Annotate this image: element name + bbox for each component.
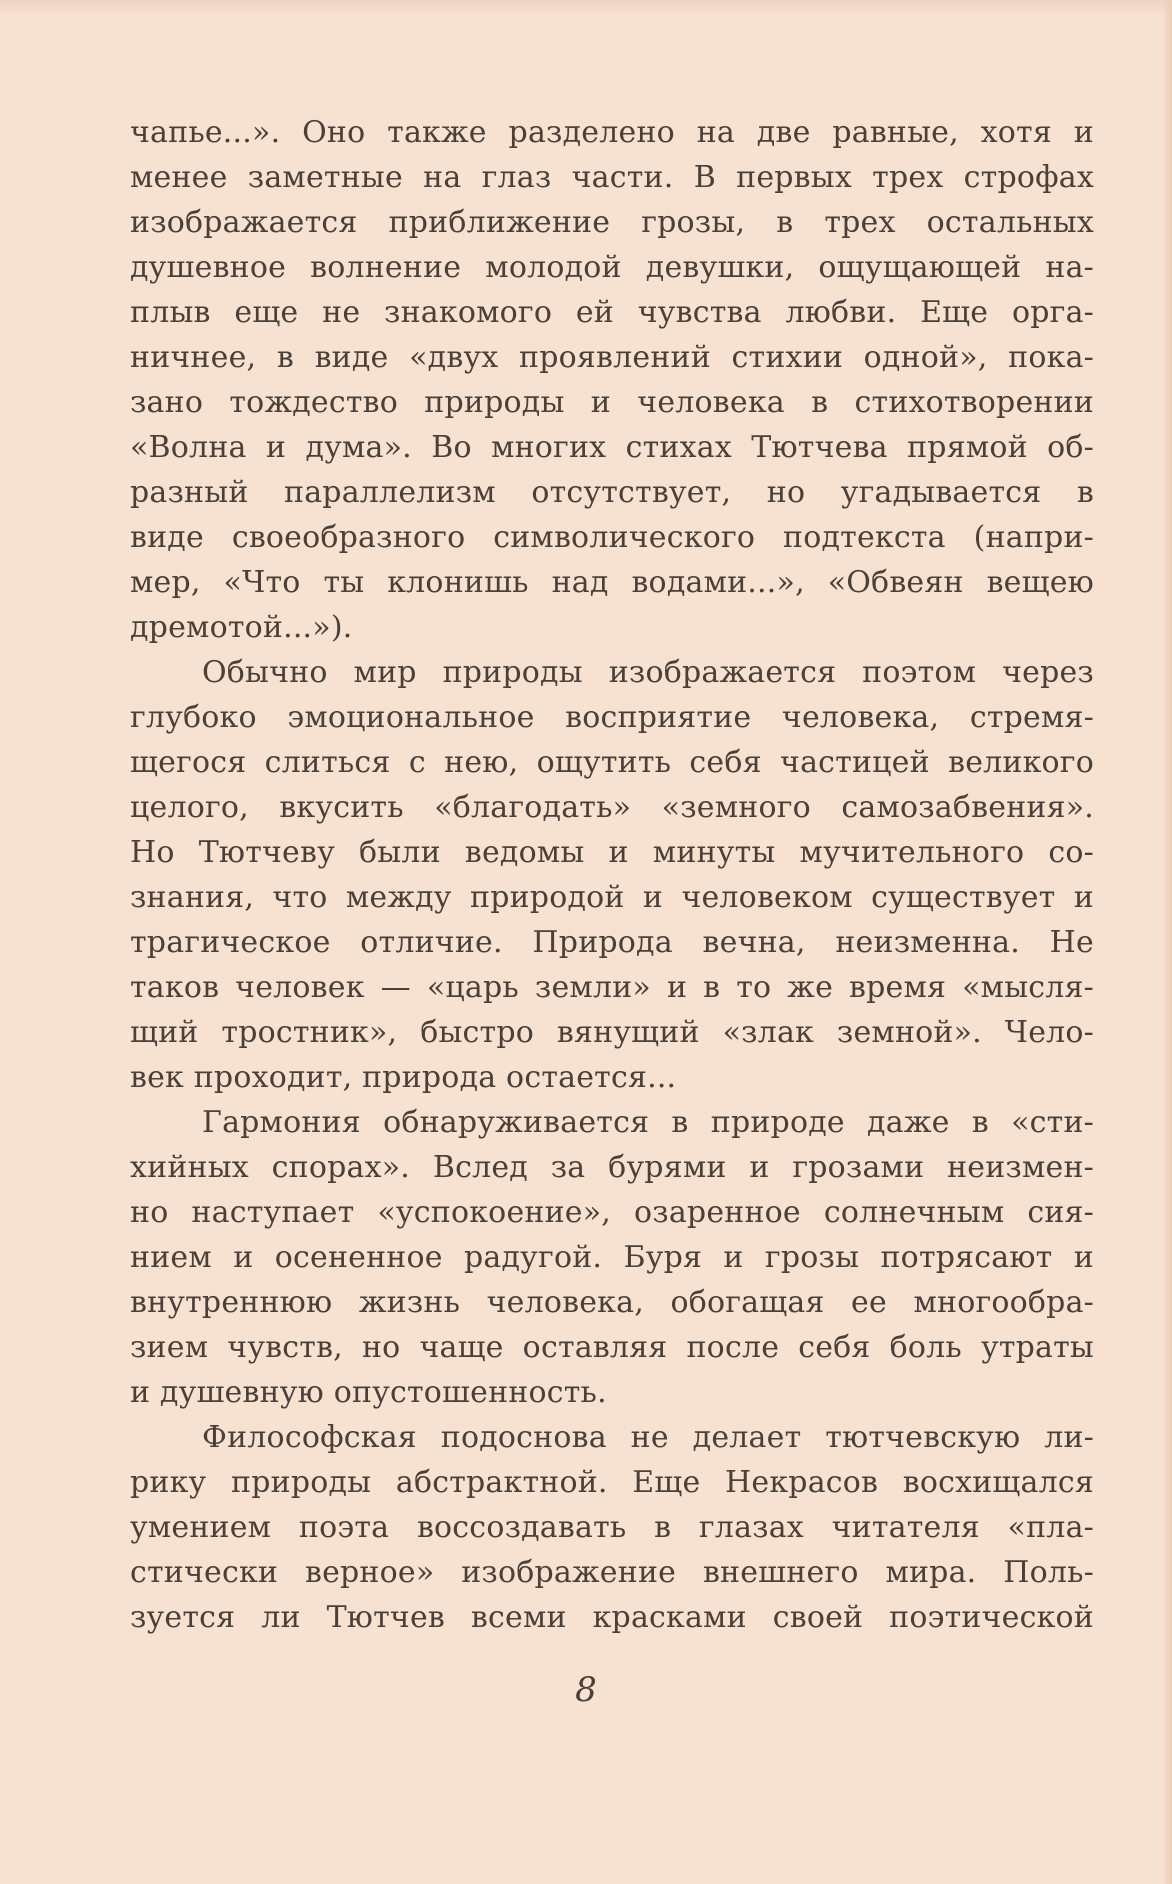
text-line: изображается приближение грозы, в трех остальных <box>130 205 1094 240</box>
text-line: щий тростник», быстро вянущий «злак земной». Чело- <box>130 1015 1094 1050</box>
text-line: умением поэта воссоздавать в глазах читателя «пла- <box>130 1510 1094 1545</box>
text-line: таков человек — «царь земли» и в то же время «мысля- <box>130 970 1094 1005</box>
text-line: разный параллелизм отсутствует, но угадывается в <box>130 475 1094 510</box>
text-line: ничнее, в виде «двух проявлений стихии одной», пока- <box>130 340 1094 375</box>
text-line: целого, вкусить «благодать» «земного самозабвения». <box>130 790 1094 825</box>
text-line: внутреннюю жизнь человека, обогащая ее многообра- <box>130 1285 1094 1320</box>
text-line: и душевную опустошенность. <box>130 1375 607 1410</box>
page-edge-shadow <box>1162 0 1172 1884</box>
text-line: зуется ли Тютчев всеми красками своей поэтической <box>130 1600 1094 1635</box>
text-line: дремотой...»). <box>130 610 353 645</box>
body-text <box>130 110 1094 1640</box>
text-line: знания, что между природой и человеком существует и <box>130 880 1094 915</box>
text-line: Философская подоснова не делает тютчевскую ли- <box>202 1420 1094 1455</box>
text-line: нием и осененное радугой. Буря и грозы потрясают и <box>130 1240 1094 1275</box>
text-line: Обычно мир природы изображается поэтом через <box>202 655 1094 690</box>
text-line: но наступает «успокоение», озаренное солнечным сия- <box>130 1195 1094 1230</box>
text-line: мер, «Что ты клонишь над водами...», «Обвеян вещею <box>130 565 1094 600</box>
text-line: душевное волнение молодой девушки, ощущающей на- <box>130 250 1094 285</box>
text-line: чапье...». Оно также разделено на две равные, хотя и <box>130 115 1094 150</box>
text-line: щегося слиться с нею, ощутить себя частицей великого <box>130 745 1094 780</box>
text-line: глубоко эмоциональное восприятие человека, стремя- <box>130 700 1094 735</box>
text-line: менее заметные на глаз части. В первых трех строфах <box>130 160 1094 195</box>
page-top-shadow <box>0 0 1172 14</box>
text-line: «Волна и дума». Во многих стихах Тютчева прямой об- <box>130 430 1094 465</box>
text-line: Гармония обнаруживается в природе даже в «сти- <box>202 1105 1094 1140</box>
text-line: стически верное» изображение внешнего мира. Поль- <box>130 1555 1094 1590</box>
text-line: век проходит, природа остается... <box>130 1060 677 1095</box>
text-line: зано тождество природы и человека в стихотворении <box>130 385 1094 420</box>
text-line: Но Тютчеву были ведомы и минуты мучительного со- <box>130 835 1094 870</box>
text-line: зием чувств, но чаще оставляя после себя боль утраты <box>130 1330 1094 1365</box>
text-line: виде своеобразного символического подтекста (напри- <box>130 520 1094 555</box>
text-line: хийных спорах». Вслед за бурями и грозами неизмен- <box>130 1150 1094 1185</box>
text-line: рику природы абстрактной. Еще Некрасов восхищался <box>130 1465 1094 1500</box>
text-line: трагическое отличие. Природа вечна, неизменна. Не <box>130 925 1094 960</box>
page-number: 8 <box>575 1670 597 1710</box>
text-line: плыв еще не знакомого ей чувства любви. Еще орга- <box>130 295 1094 330</box>
